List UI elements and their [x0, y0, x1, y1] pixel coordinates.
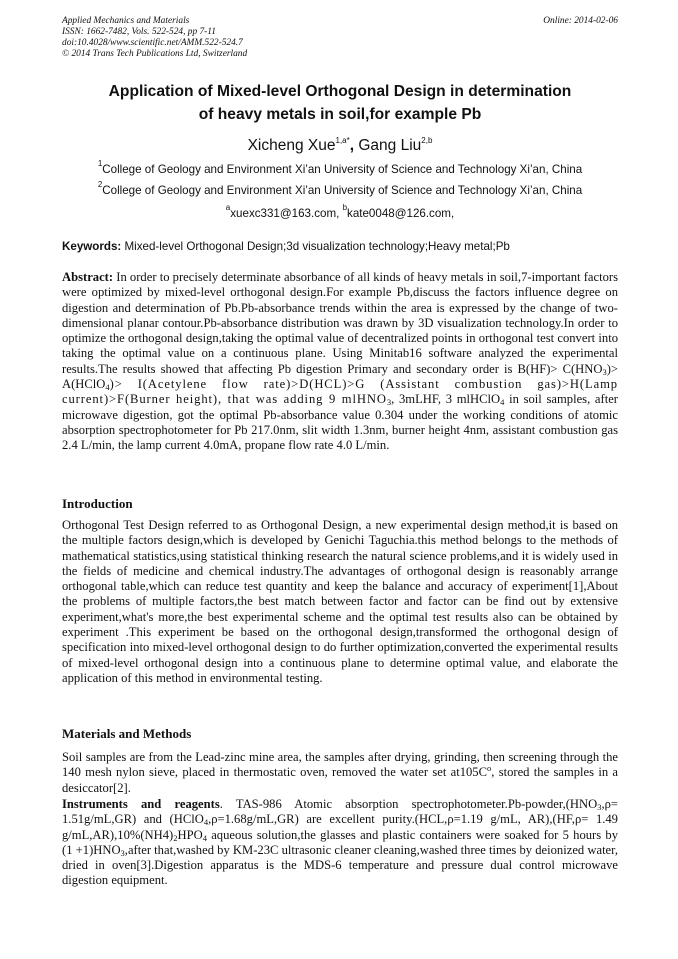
journal-issn: ISSN: 1662-7482, Vols. 522-524, pp 7-11 [62, 27, 216, 37]
author-separator: , [349, 137, 359, 154]
journal-doi: doi:10.4028/www.scientific.net/AMM.522-524.7 [62, 38, 243, 48]
author-1: Xicheng Xue [247, 137, 336, 154]
abstract-text-3: )> I(Acetylene flow rate)>D(HCL)>G (Assistant combustion gas)>H(Lamp current)>F(Burner height), that was adding 9 mlHNO [62, 377, 618, 407]
author-1-superscript: 1,a* [335, 136, 350, 145]
methods-heading: Materials and Methods [62, 726, 192, 741]
methods-p2-text-4: HPO [177, 827, 203, 842]
email-b[interactable]: kate0048@126.com, [347, 207, 455, 220]
email-a-marker: a [225, 203, 231, 212]
journal-header [62, 16, 618, 60]
affiliation-2-number: 2 [97, 180, 103, 189]
abstract-text-4: , 3mLHF, 3 mlHClO [391, 392, 501, 407]
journal-copyright: © 2014 Trans Tech Publications Ltd, Switzerland [62, 49, 248, 59]
methods-p2-text-1: . TAS-986 Atomic absorption spectrophotometer.Pb-powder,(HNO [219, 797, 598, 811]
abstract-label: Abstract: [62, 270, 114, 284]
introduction-heading: Introduction [62, 496, 133, 511]
affiliation-2-text: College of Geology and Environment Xi’an University of Science and Technology Xi’an, China [102, 184, 583, 197]
keywords-text: Mixed-level Orthogonal Design;3d visualization technology;Heavy metal;Pb [121, 240, 510, 253]
keywords-label: Keywords: [62, 240, 122, 253]
introduction-paragraph: Orthogonal Test Design referred to as Orthogonal Design, a new experimental design method,it is based on the multiple factors design,which is developed by Genichi Taguchia.this method belongs to the methods of mathematical statistics,using statistical thinking research the natural science problems,and it is widely used in the fields of medicine and chemical industry.The advantages of orthogonal design is reasonably arrange orthogonal table,which can reduce test quantity and keep the balance and accuracy of experiment[1],About the problems of multiple factors,the best match between factor and factor can be find out by extensive experiment,what's more,the best experimental scheme and the optimal test results also can be obtained by experiment .This experiment be based on the orthogonal design,transformed the orthogonal design of specification into mixed-level orthogonal design to do further optimization,converted the experimental results of mixed-level orthogonal design into a continuous plane to determine optimal value, and elaborate the application of this method in environmental testing. [62, 518, 618, 685]
abstract-text-5: in soil samples, after microwave digestion, got the optimal Pb-absorbance value 0.304 under the working conditions of atomic absorption spectrophotometer for Pb 217.0nm, slit width 1.3nm, burner height 4nm, assistant combustion gas 2.4 L/min, the lamp current 4.0mA, propane flow rate 4.0 L/min. [62, 392, 618, 453]
methods-p2-sub-2: 4 [203, 817, 209, 828]
affiliation-1-number: 1 [97, 159, 103, 168]
title-line-2: of heavy metals in soil,for example Pb [198, 106, 482, 123]
abstract-paragraph [62, 270, 618, 454]
abstract-sub-4: 4 [500, 397, 505, 408]
abstract-sub-2: 4 [105, 382, 110, 393]
instruments-label: Instruments and reagents [62, 797, 220, 811]
methods-p1-text: Soil samples are from the Lead-zinc mine area, the samples after drying, grinding, then screening through the 140 mesh nylon sieve, placed in thermostatic oven, removed the water set at105C [62, 750, 618, 780]
methods-paragraph-1 [62, 750, 618, 796]
methods-paragraph-2 [62, 797, 618, 889]
methods-p1-end: , stored the samples in a desiccator[2]. [62, 765, 618, 795]
author-emails [62, 203, 618, 221]
journal-name: Applied Mechanics and Materials [62, 16, 190, 26]
methods-p2-text-6: ,after that,washed by KM-23C ultrasonic cleaner cleaning,washed three times by deionized water, dried in oven[3].Digestion apparatus is the MDS-6 temperature and pressure dual control microwave digestion equipment. [62, 842, 618, 888]
methods-p2-sub-5: 3 [120, 847, 125, 858]
methods-p2-text-2: ,ρ= 1.51g/mL,GR) and (HClO [62, 797, 618, 827]
abstract-text-2: )> A(HClO [62, 361, 618, 392]
abstract-sub-3: 3 [386, 397, 392, 408]
methods-p2-sub-4: 4 [202, 832, 207, 843]
affiliation-1-text: College of Geology and Environment Xi’an University of Science and Technology Xi’an, China [102, 163, 583, 176]
author-2: Gang Liu [358, 137, 422, 154]
online-date: Online: 2014-02-06 [543, 16, 618, 26]
affiliation-1 [62, 159, 618, 177]
title-line-1: Application of Mixed-level Orthogonal Design in determination [108, 83, 572, 100]
abstract-text-1: In order to precisely determinate absorbance of all kinds of heavy metals in soil,7-important factors were optimized by mixed-level orthogonal design.For example Pb,discuss the factors influence degree on digestion and determination of Pb.Pb-absorbance trends within the area is expressed by the change of two-dimensional planar contour.Pb-absorbance distribution was drawn by 3D visualization technology.In order to optimize the orthogonal design,taking the optimal value of decentralized points in orthogonal test convert into taking the optimal value on a continuous plane. Using Minitab16 software analyzed the experimental results.The results showed that affecting Pb digestion Primary and secondary order is B(HF)> C(HNO [62, 270, 618, 376]
abstract-sub-1: 3 [602, 366, 607, 377]
author-list [62, 136, 618, 156]
email-a[interactable]: xuexc331@163.com, [230, 207, 343, 220]
author-2-superscript: 2,b [421, 136, 433, 145]
methods-p2-text-5: aqueous solution,the glasses and plastic containers were soaked for 5 hours by (1 +1)HNO [62, 827, 618, 857]
keywords [62, 240, 618, 254]
degree-superscript: o [487, 763, 492, 774]
email-b-marker: b [342, 203, 348, 212]
methods-p2-sub-3: 2 [173, 832, 178, 843]
methods-p2-sub-1: 3 [597, 802, 602, 812]
paper-title [62, 80, 618, 126]
affiliation-2 [62, 180, 618, 198]
methods-p2-text-3: ,ρ=1.68g/mL,GR) are excellent purity.(HCL,ρ=1.19 g/mL, AR),(HF,ρ= 1.49 g/mL,AR),10%(NH4) [62, 812, 618, 842]
